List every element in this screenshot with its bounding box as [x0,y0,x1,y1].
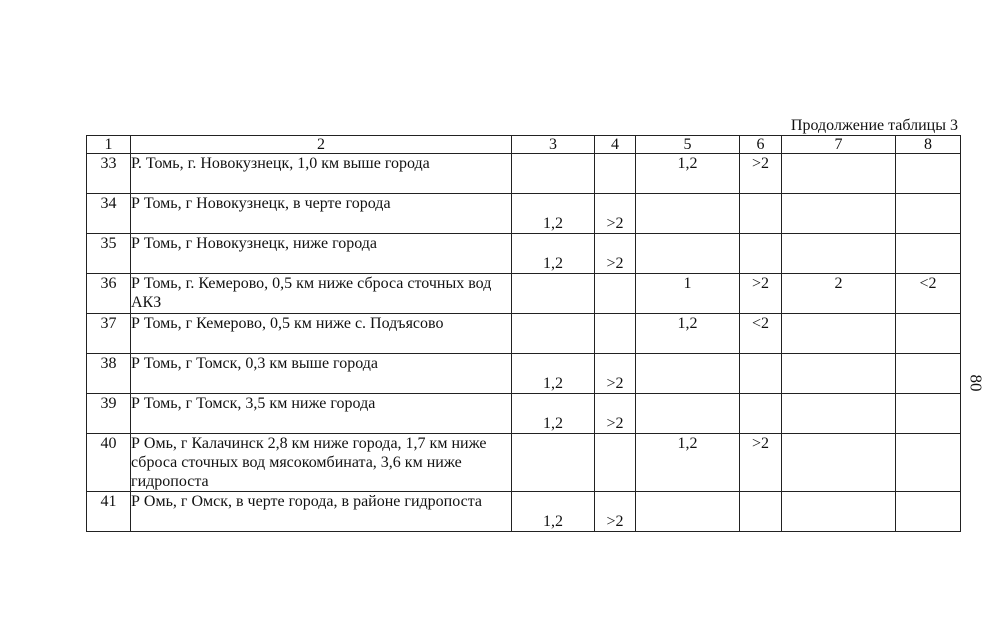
header-cell: 6 [740,136,782,154]
header-row [87,136,961,154]
cell-col3: 1,2 [512,234,595,274]
cell-col7 [782,492,896,532]
cell-col3: 1,2 [512,492,595,532]
cell-col5: 1,2 [636,434,740,492]
header-cell: 3 [512,136,595,154]
cell-col7 [782,194,896,234]
row-description: Р. Томь, г. Новокузнецк, 1,0 км выше города [131,154,512,194]
table-row [87,194,961,234]
cell-col6 [740,492,782,532]
row-number: 33 [87,154,131,194]
cell-col5: 1,2 [636,154,740,194]
cell-col4: >2 [595,492,636,532]
header-cell: 2 [131,136,512,154]
cell-col5 [636,492,740,532]
cell-col4: >2 [595,354,636,394]
cell-col5: 1 [636,274,740,314]
cell-col8 [896,354,961,394]
cell-col4 [595,154,636,194]
cell-col7 [782,314,896,354]
page-number: 80 [966,374,986,392]
cell-col7 [782,434,896,492]
cell-col8 [896,492,961,532]
cell-col8 [896,234,961,274]
header-cell: 4 [595,136,636,154]
cell-col4: >2 [595,234,636,274]
cell-col8 [896,394,961,434]
cell-col6 [740,234,782,274]
row-description: Р Томь, г Томск, 0,3 км выше города [131,354,512,394]
table-row [87,234,961,274]
cell-col5 [636,234,740,274]
cell-col6: >2 [740,434,782,492]
cell-col8 [896,154,961,194]
row-description: Р Томь, г Томск, 3,5 км ниже города [131,394,512,434]
row-number: 37 [87,314,131,354]
table-row [87,274,961,314]
cell-col3 [512,274,595,314]
data-table [86,135,961,532]
cell-col7 [782,354,896,394]
header-cell: 7 [782,136,896,154]
cell-col3: 1,2 [512,194,595,234]
cell-col6: >2 [740,154,782,194]
header-cell: 1 [87,136,131,154]
table-row [87,154,961,194]
cell-col8 [896,314,961,354]
row-description: Р Томь, г Кемерово, 0,5 км ниже с. Подъясово [131,314,512,354]
cell-col6 [740,394,782,434]
cell-col3: 1,2 [512,394,595,434]
cell-col3 [512,434,595,492]
row-description: Р Томь, г. Кемерово, 0,5 км ниже сброса сточных вод АКЗ [131,274,512,314]
cell-col4 [595,274,636,314]
cell-col7: 2 [782,274,896,314]
cell-col8 [896,434,961,492]
cell-col6 [740,194,782,234]
cell-col8: <2 [896,274,961,314]
cell-col4 [595,314,636,354]
cell-col6 [740,354,782,394]
cell-col6: >2 [740,274,782,314]
row-number: 41 [87,492,131,532]
table-row [87,394,961,434]
cell-col3 [512,154,595,194]
cell-col8 [896,194,961,234]
cell-col3: 1,2 [512,354,595,394]
row-description: Р Томь, г Новокузнецк, в черте города [131,194,512,234]
cell-col4 [595,434,636,492]
row-number: 34 [87,194,131,234]
row-number: 35 [87,234,131,274]
header-cell: 8 [896,136,961,154]
row-description: Р Омь, г Калачинск 2,8 км ниже города, 1,7 км ниже сброса сточных вод мясокомбината, 3,6 км ниже гидропоста [131,434,512,492]
cell-col7 [782,234,896,274]
table-row [87,354,961,394]
cell-col7 [782,154,896,194]
row-number: 36 [87,274,131,314]
table-continuation-label: Продолжение таблицы 3 [790,117,958,134]
table-row [87,434,961,492]
table-row [87,492,961,532]
cell-col3 [512,314,595,354]
cell-col5: 1,2 [636,314,740,354]
header-cell: 5 [636,136,740,154]
cell-col5 [636,354,740,394]
cell-col4: >2 [595,394,636,434]
cell-col4: >2 [595,194,636,234]
row-description: Р Омь, г Омск, в черте города, в районе гидропоста [131,492,512,532]
row-number: 39 [87,394,131,434]
cell-col5 [636,194,740,234]
table-row [87,314,961,354]
cell-col5 [636,394,740,434]
row-number: 40 [87,434,131,492]
row-number: 38 [87,354,131,394]
cell-col6: <2 [740,314,782,354]
cell-col7 [782,394,896,434]
row-description: Р Томь, г Новокузнецк, ниже города [131,234,512,274]
